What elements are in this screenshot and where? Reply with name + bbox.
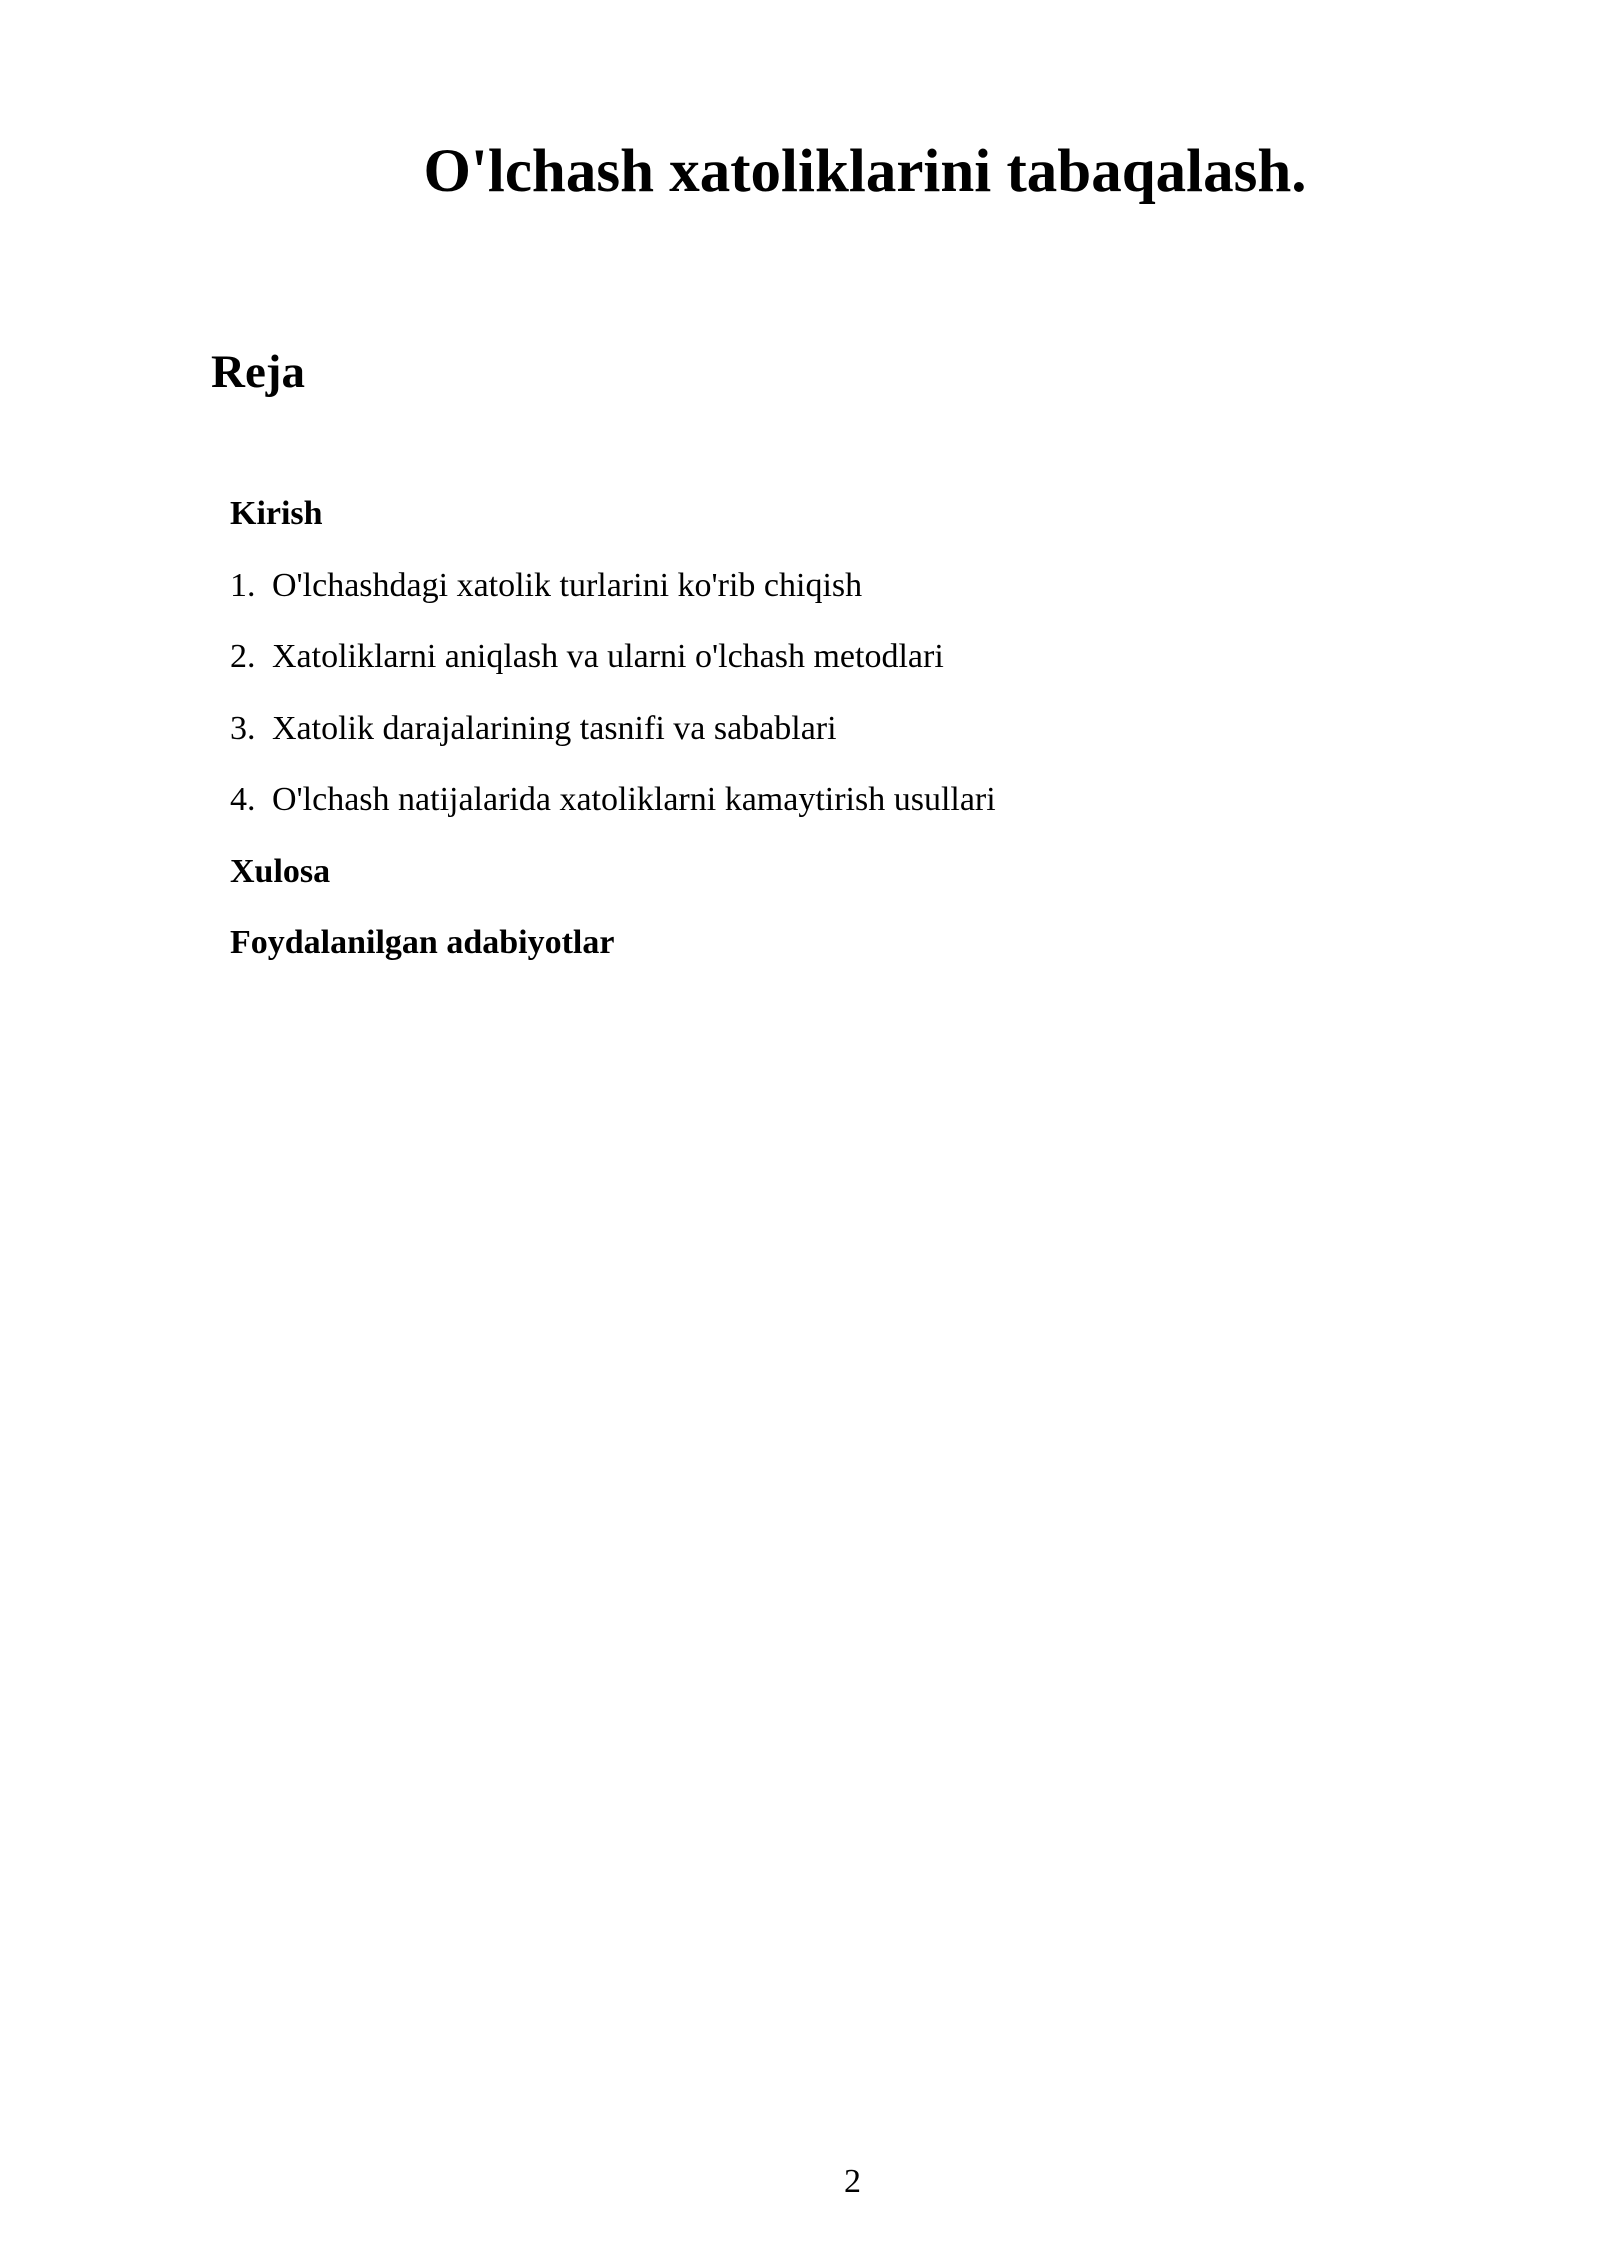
outline-item-conclusion: Xulosa — [230, 852, 331, 890]
outline-item-intro: Kirish — [230, 495, 323, 532]
outline-item-section-2 — [230, 635, 1430, 679]
outline-item-section-1 — [230, 564, 1430, 608]
section-text: O'lchashdagi xatolik turlarini ko'rib chiqish — [272, 566, 863, 604]
outline-item-section-3 — [230, 707, 1430, 751]
section-number: 1. — [230, 566, 256, 604]
section-text: Xatolik darajalarining tasnifi va sabablari — [272, 709, 837, 747]
section-number: 4. — [230, 781, 256, 818]
section-number: 3. — [230, 709, 256, 747]
outline-item-references: Foydalanilgan adabiyotlar — [230, 924, 615, 961]
section-number: 2. — [230, 638, 256, 675]
section-text: Xatoliklarni aniqlash va ularni o'lchash metodlari — [272, 638, 944, 675]
plan-heading: Reja — [211, 346, 305, 398]
section-text: O'lchash natijalarida xatoliklarni kamaytirish usullari — [272, 781, 996, 818]
outline-item-section-4 — [230, 778, 1430, 822]
page-number: 2 — [844, 2163, 861, 2200]
plan-outline — [230, 492, 1430, 993]
document-title: O'lchash xatoliklarini tabaqalash. — [423, 138, 1307, 205]
